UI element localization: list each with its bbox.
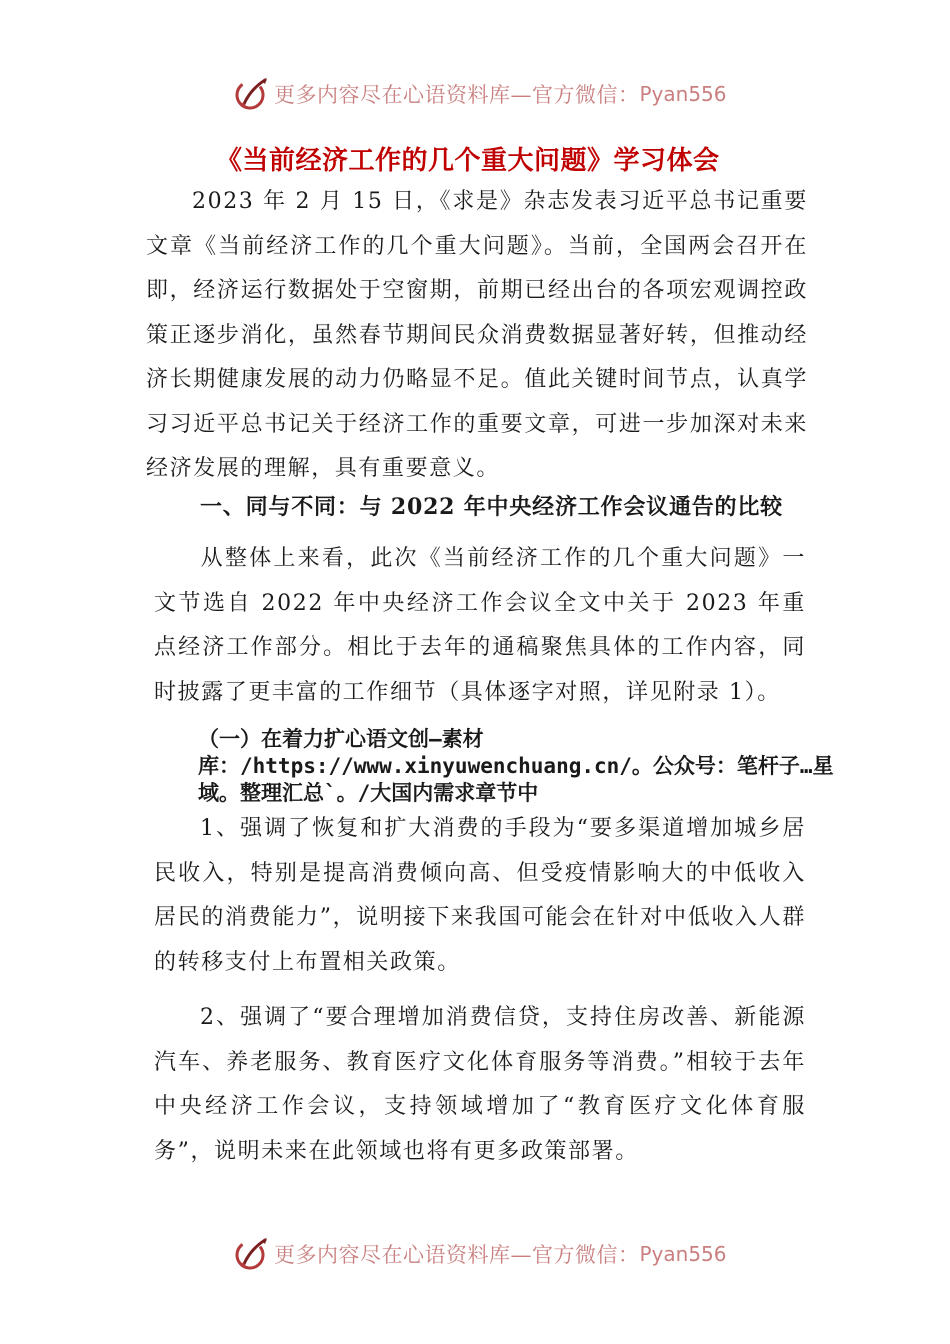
document-title: 《当前经济工作的几个重大问题》学习体会 — [216, 146, 720, 176]
section-heading: 一、同与不同：与 2022 年中央经济工作会议通告的比较 — [200, 494, 783, 520]
header-banner — [232, 74, 727, 114]
paragraph-text: 2、强调了“要合理增加消费信贷，支持住房改善、新能源汽车、养老服务、教育医疗文化体育服务等消费。”相较于去年中央经济工作会议，支持领域增加了“教育医疗文化体育服务”，说明未来在此领域也将有更多政策部署。 — [154, 1005, 806, 1164]
body-paragraph — [154, 807, 806, 985]
brush-logo-icon — [232, 75, 270, 113]
subsection-heading: （一）在着力扩心语文创—素材库：/https://www.xinyuwenchuang.cn/。公众号：笔杆子…星域。整理汇总`。/大国内需求章节中 — [198, 727, 834, 805]
banner-slogan: 更多内容尽在心语资料库—官方微信： — [274, 1243, 640, 1267]
brush-logo-icon — [232, 1235, 270, 1273]
body-paragraph — [146, 180, 808, 492]
footer-banner — [232, 1234, 727, 1274]
banner-wechat-id: Pyan556 — [639, 1242, 727, 1266]
paragraph-text: 2023 年 2 月 15 日，《求是》杂志发表习近平总书记重要文章《当前经济工作的几个重大问题》。当前，全国两会召开在即，经济运行数据处于空窗期，前期已经出台的各项宏观调控政策正逐步消化，虽然春节期间民众消费数据显著好转，但推动经济长期健康发展的动力仍略显不足。值此关键时间节点，认真学习习近平总书记关于经济工作的重要文章，可进一步加深对未来经济发展的理解，具有重要意义。 — [146, 189, 808, 481]
paragraph-text: 从整体上来看，此次《当前经济工作的几个重大问题》一文节选自 2022 年中央经济工作会议全文中关于 2023 年重点经济工作部分。相比于去年的通稿聚焦具体的工作内容，同时披露了更丰富的工作细节（具体逐字对照，详见附录 1）。 — [154, 546, 806, 705]
banner-wechat-id: Pyan556 — [639, 82, 727, 106]
paragraph-text: 1、强调了恢复和扩大消费的手段为“要多渠道增加城乡居民收入，特别是提高消费倾向高、但受疫情影响大的中低收入居民的消费能力”，说明接下来我国可能会在针对中低收入人群的转移支付上布置相关政策。 — [154, 816, 806, 975]
body-paragraph — [154, 996, 806, 1174]
body-paragraph — [154, 537, 806, 715]
banner-slogan: 更多内容尽在心语资料库—官方微信： — [274, 83, 640, 107]
